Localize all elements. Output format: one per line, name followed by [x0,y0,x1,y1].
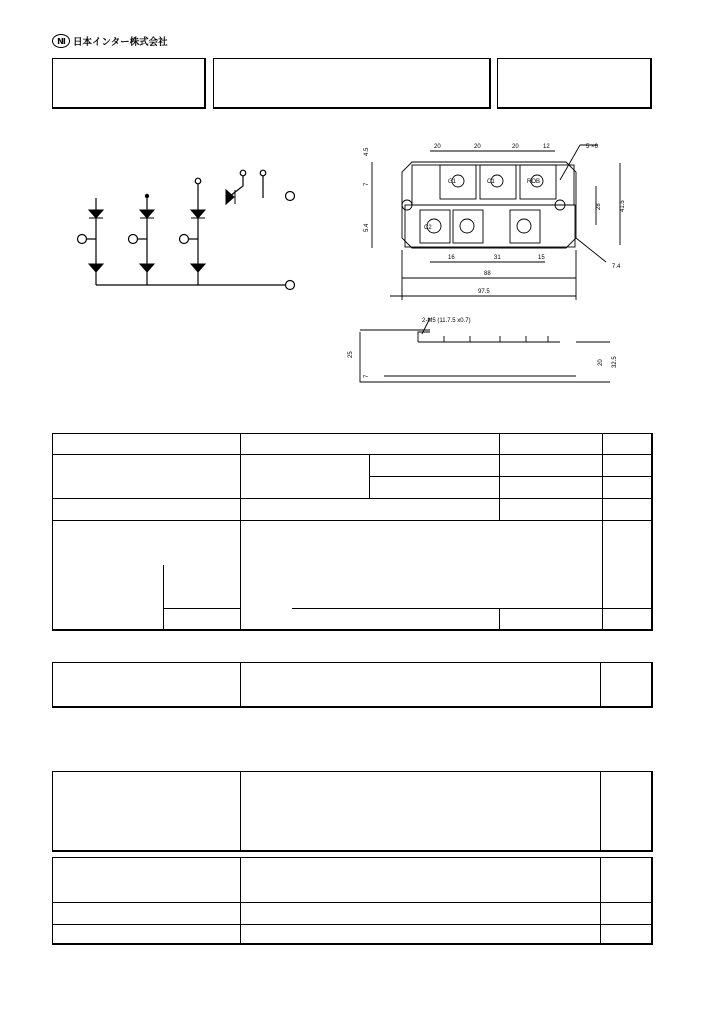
dim-bottom-3: 15 [538,255,545,261]
side-view [360,318,610,382]
terminal-mark-2: C1 [487,179,495,185]
dim-pitch-3: 20 [512,144,519,150]
logo-mark: NI [52,34,70,48]
company-name: 日本インター株式会社 [73,37,168,48]
terminal-mark-1: G1 [448,179,457,185]
dim-pitch-4: 12 [543,144,550,150]
dim-height-inner: 28 [596,203,602,210]
dim-side-height-1: 25 [348,351,354,358]
dim-width-inner: 88 [484,271,491,277]
dim-width-outer: 97.5 [478,289,490,295]
dim-pitch-1: 20 [434,144,441,150]
ratings-table [52,433,653,631]
dim-side-right-2: 32.5 [612,356,618,368]
dim-radius: 7.4 [612,264,621,270]
dim-bottom-2: 31 [494,255,501,261]
dim-top-offset: 4.5 [364,147,370,156]
dim-hole: 5 ×6 [586,144,598,150]
dim-side-right-1: 20 [598,359,604,366]
dim-pitch-2: 20 [474,144,481,150]
dim-side-height-2: 7 [364,374,370,378]
terminal-label: ROB [527,179,541,185]
dim-screw: 2-M5 (11.7.5 x0.7) [422,318,471,324]
dim-left-offset: 7 [364,182,370,186]
dim-bottom-1: 16 [448,255,455,261]
terminal-mark-3: C2 [424,225,432,231]
characteristics-table [52,771,653,852]
dim-height-outer: 41.5 [620,200,626,212]
dim-left-bottom: 5.4 [364,223,370,232]
thyristor-table [52,857,653,945]
thermal-table [52,662,653,708]
